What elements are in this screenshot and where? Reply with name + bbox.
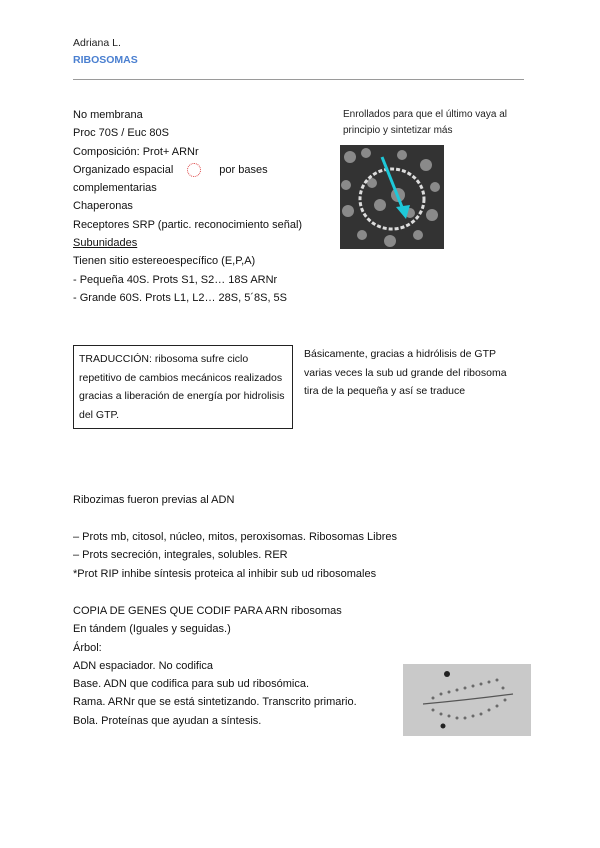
genes-line: Rama. ARNr que se está sintetizando. Transcrito primario. [73,696,357,709]
location-line: – Prots mb, citosol, núcleo, mitos, peroxisomas. Ribosomas Libres [73,531,398,543]
location-line: – Prots secreción, integrales, solubles. RER [73,549,288,562]
feature-line: Proc 70S / Euc 80S [73,127,169,140]
feature-text: por bases [219,163,268,176]
genes-line: Base. ADN que codifica para sub ud ribosómica. [73,678,310,691]
location-line: *Prot RIP inhibe síntesis proteica al inhibir sub ud ribosomales [73,567,377,580]
feature-line: No membrana [73,109,143,121]
christmas-tree-micrograph [403,664,531,736]
locations-list [73,528,397,583]
document-title: RIBOSOMAS [73,54,138,66]
genes-line: ADN espaciador. No codifica [73,659,214,672]
feature-line: Composición: Prot+ ARNr [73,145,199,158]
feature-line: complementarias [73,182,157,195]
author-name: Adriana L. [73,37,121,49]
feature-text: Organizado espacial [73,163,174,176]
genes-line: Bola. Proteínas que ayudan a síntesis. [73,714,262,727]
genes-section [73,602,357,730]
feature-line [73,161,302,179]
features-list [73,106,302,307]
loading-spinner-icon [187,163,201,177]
polyribosome-micrograph [340,145,444,249]
feature-line: Receptores SRP (partic. reconocimiento señal) [73,218,303,231]
feature-line: - Pequeña 40S. Prots S1, S2… 18S ARNr [73,273,278,286]
translation-box: TRADUCCIÓN: ribosoma sufre ciclo repetitivo de cambios mecánicos realizados gracias a liberación de energía por hidrolisis del GTP. [73,345,293,429]
feature-line: - Grande 60S. Prots L1, L2… 28S, 5´8S, 5S [73,291,288,304]
figure-caption: Enrollados para que el último vaya al principio y sintetizar más [343,109,507,136]
genes-line: En tándem (Iguales y seguidas.) [73,623,231,636]
subunits-heading: Subunidades [73,237,138,250]
feature-line: Chaperonas [73,200,133,213]
header-divider [73,79,524,80]
genes-heading: COPIA DE GENES QUE CODIF PARA ARN ribosomas [73,605,342,617]
feature-line: Tienen sitio estereoespecífico (E,P,A) [73,255,256,268]
translation-note: Básicamente, gracias a hidrólisis de GTP varias veces la sub ud grande del ribosoma tira de la pequeña y así se traduce [304,348,507,397]
ribozymes-line: Ribozimas fueron previas al ADN [73,494,235,506]
genes-line: Árbol: [73,641,102,654]
